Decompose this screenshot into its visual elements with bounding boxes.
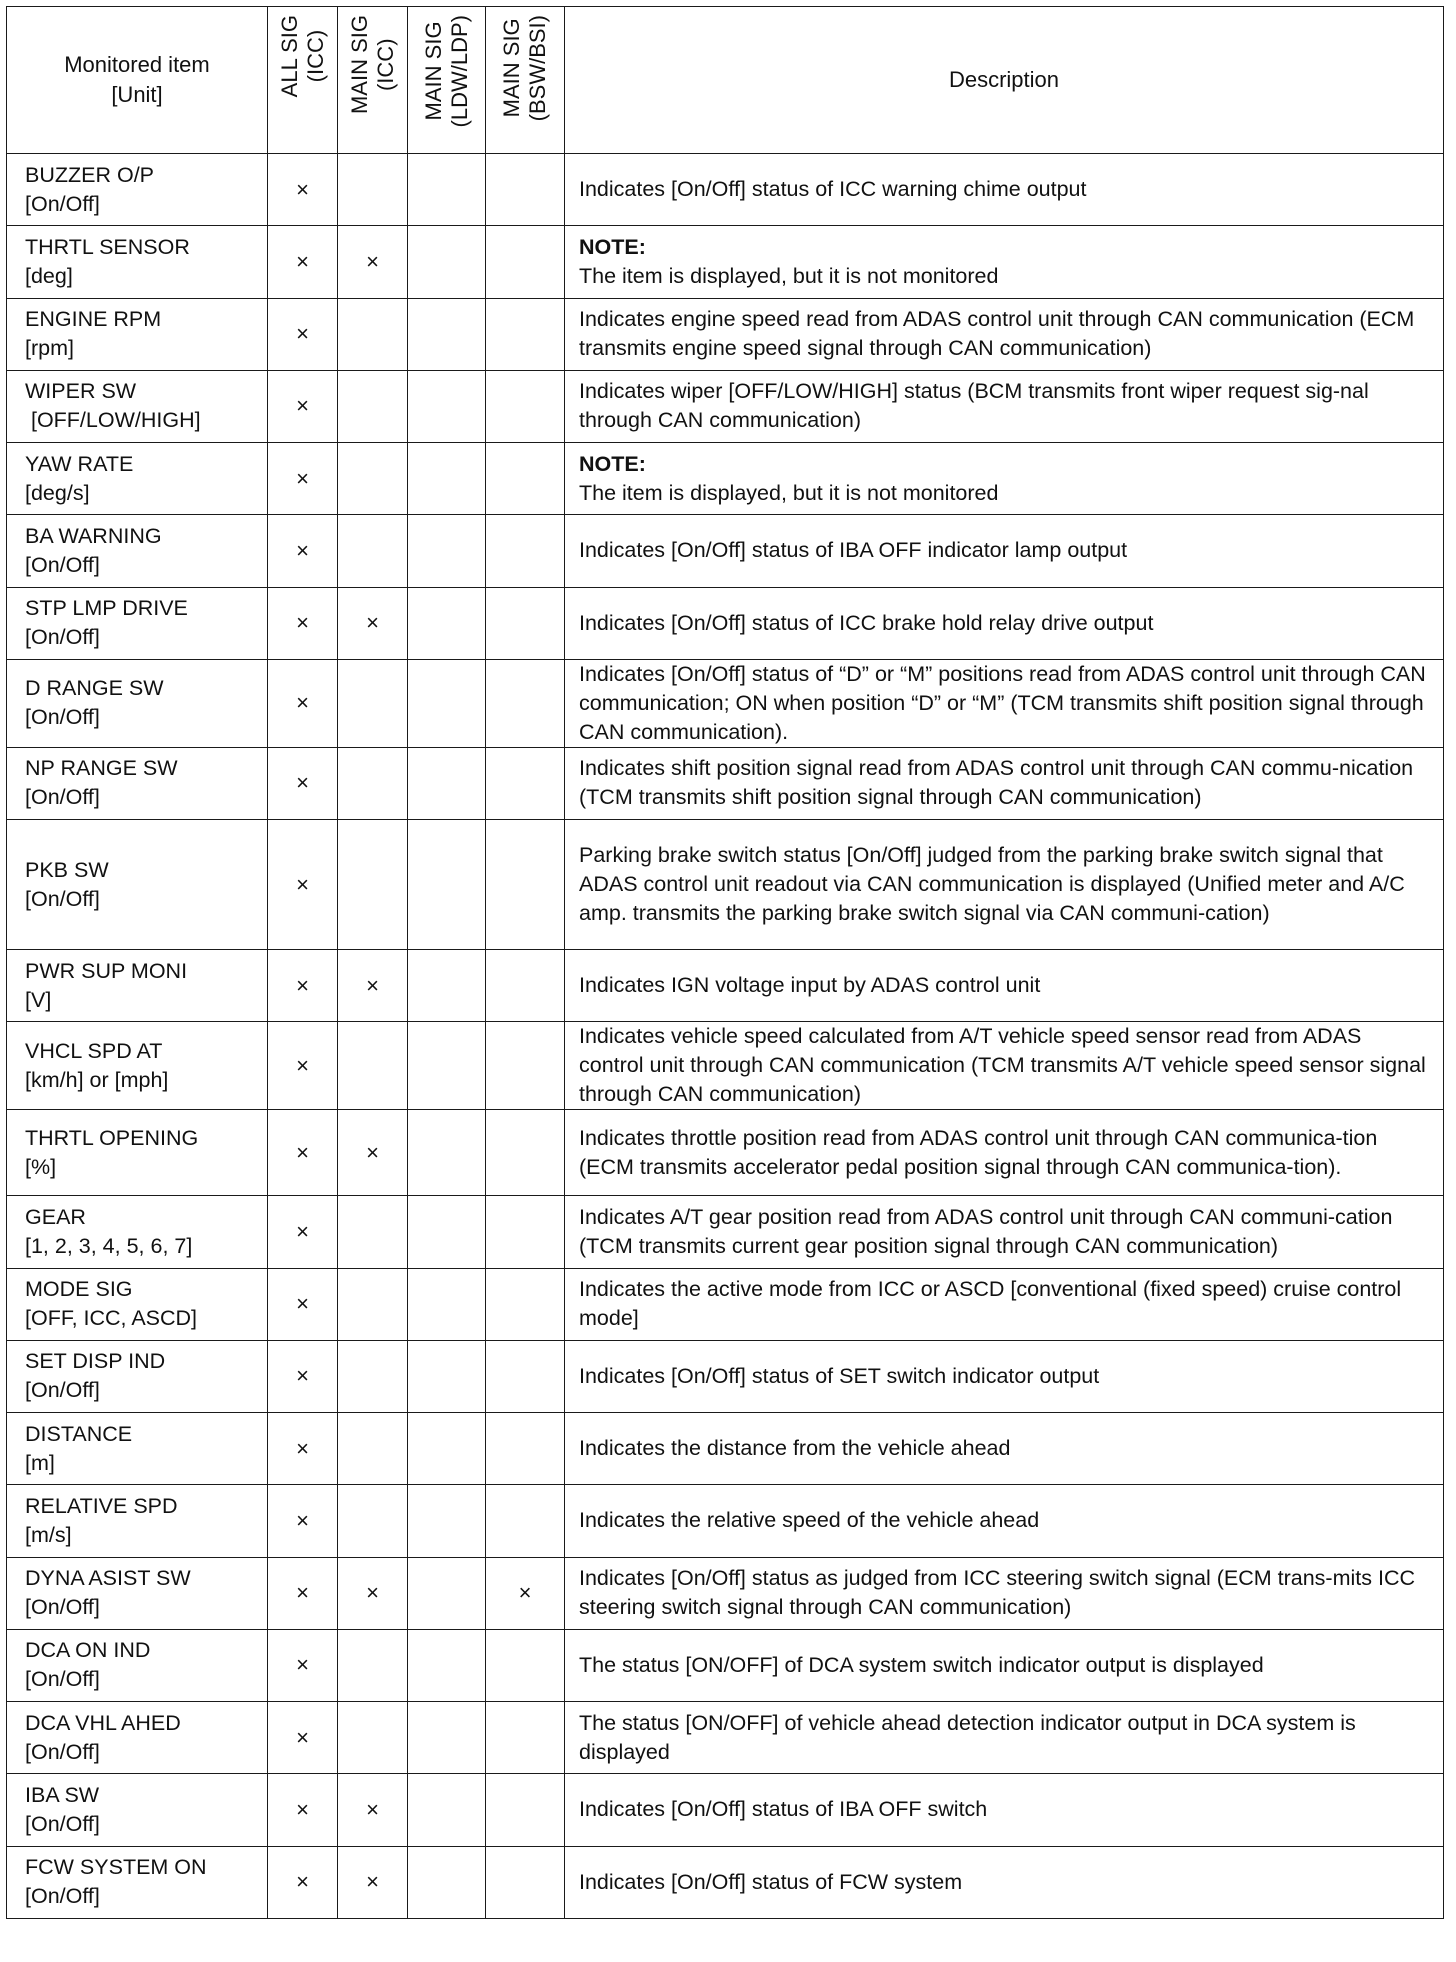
- signal-mark-col4: [486, 1340, 565, 1412]
- signal-mark-col4: ×: [486, 1557, 565, 1629]
- table-row: [7, 1846, 1444, 1918]
- description-cell: [565, 1485, 1444, 1557]
- header-col2-line2: (ICC): [372, 38, 398, 91]
- description-cell: [565, 950, 1444, 1022]
- monitored-item-cell: [7, 1268, 268, 1340]
- table-row: [7, 443, 1444, 515]
- signal-mark-col4: [486, 1702, 565, 1774]
- signal-mark-col4: [486, 747, 565, 819]
- monitored-item-cell: [7, 1110, 268, 1196]
- table-row: [7, 1022, 1444, 1110]
- signal-mark-col2: [338, 443, 408, 515]
- description-cell: [565, 370, 1444, 442]
- signal-mark-col2: [338, 659, 408, 747]
- signal-mark-col4: [486, 1629, 565, 1701]
- signal-mark-col1: ×: [268, 1629, 338, 1701]
- description-cell: [565, 1629, 1444, 1701]
- monitored-item-cell: [7, 1022, 268, 1110]
- signal-mark-col1: ×: [268, 747, 338, 819]
- signal-mark-col3: [408, 1413, 486, 1485]
- monitored-item-cell: [7, 1413, 268, 1485]
- monitored-item-cell: [7, 154, 268, 226]
- description-text: Indicates [On/Off] status of ICC warning chime output: [579, 177, 1087, 202]
- signal-mark-col3: [408, 820, 486, 950]
- signal-mark-col4: [486, 1485, 565, 1557]
- description-cell: [565, 1413, 1444, 1485]
- signal-mark-col1: ×: [268, 515, 338, 587]
- header-main-sig-bsw-bsi: [486, 7, 565, 154]
- item-unit: [On/Off]: [25, 1811, 100, 1836]
- item-name: GEAR: [25, 1204, 86, 1229]
- description-cell: [565, 820, 1444, 950]
- monitored-item-cell: [7, 950, 268, 1022]
- monitored-item-cell: [7, 443, 268, 515]
- item-name: VHCL SPD AT: [25, 1038, 163, 1063]
- description-text: The status [ON/OFF] of vehicle ahead detection indicator output in DCA system is displayed: [579, 1710, 1356, 1764]
- signal-mark-col4: [486, 443, 565, 515]
- header-col1-line2: (ICC): [302, 29, 328, 83]
- description-text: Indicates [On/Off] status of “D” or “M” positions read from ADAS control unit through CAN communication; ON when position “D” or “M” (TCM transmits shift position signal through CAN communication).: [579, 661, 1426, 744]
- signal-mark-col3: [408, 1268, 486, 1340]
- description-cell: [565, 443, 1444, 515]
- signal-mark-col2: ×: [338, 1774, 408, 1846]
- item-unit: [On/Off]: [25, 785, 100, 810]
- signal-mark-col2: [338, 1340, 408, 1412]
- description-cell: [565, 587, 1444, 659]
- signal-mark-col1: ×: [268, 443, 338, 515]
- description-cell: [565, 298, 1444, 370]
- description-text: Indicates [On/Off] status of ICC brake hold relay drive output: [579, 610, 1154, 635]
- signal-mark-col2: [338, 747, 408, 819]
- signal-mark-col4: [486, 659, 565, 747]
- signal-mark-col1: ×: [268, 226, 338, 298]
- description-cell: [565, 1268, 1444, 1340]
- description-text: Indicates [On/Off] status of FCW system: [579, 1869, 963, 1894]
- item-unit: [rpm]: [25, 336, 74, 361]
- signal-mark-col3: [408, 1340, 486, 1412]
- description-cell: [565, 1196, 1444, 1268]
- description-cell: [565, 747, 1444, 819]
- header-main-sig-ldw-ldp: [408, 7, 486, 154]
- signal-mark-col3: [408, 1022, 486, 1110]
- table-row: [7, 1110, 1444, 1196]
- signal-mark-col4: [486, 226, 565, 298]
- description-cell: [565, 1110, 1444, 1196]
- signal-mark-col1: ×: [268, 1196, 338, 1268]
- description-cell: [565, 515, 1444, 587]
- table-row: [7, 1774, 1444, 1846]
- signal-mark-col2: ×: [338, 1110, 408, 1196]
- signal-mark-col3: [408, 950, 486, 1022]
- item-name: THRTL SENSOR: [25, 234, 190, 259]
- item-name: SET DISP IND: [25, 1349, 166, 1374]
- signal-mark-col4: [486, 950, 565, 1022]
- signal-mark-col3: [408, 298, 486, 370]
- monitored-item-cell: [7, 1196, 268, 1268]
- item-name: DCA VHL AHED: [25, 1710, 181, 1735]
- signal-mark-col4: [486, 1413, 565, 1485]
- monitored-item-cell: [7, 747, 268, 819]
- table-row: [7, 659, 1444, 747]
- signal-mark-col3: [408, 1110, 486, 1196]
- header-col3-line2: (LDW/LDP): [446, 15, 472, 128]
- table-header-row: [7, 7, 1444, 154]
- signal-mark-col2: [338, 1268, 408, 1340]
- description-cell: [565, 1846, 1444, 1918]
- item-name: STP LMP DRIVE: [25, 596, 188, 621]
- table-row: [7, 1340, 1444, 1412]
- table-row: [7, 1268, 1444, 1340]
- description-text: The item is displayed, but it is not monitored: [579, 263, 999, 288]
- table-row: [7, 820, 1444, 950]
- monitored-item-cell: [7, 820, 268, 950]
- item-unit: [V]: [25, 987, 52, 1012]
- signal-mark-col2: [338, 370, 408, 442]
- item-name: WIPER SW: [25, 379, 137, 404]
- item-name: ENGINE RPM: [25, 307, 162, 332]
- description-text: Indicates IGN voltage input by ADAS control unit: [579, 973, 1041, 998]
- item-unit: [1, 2, 3, 4, 5, 6, 7]: [25, 1233, 193, 1258]
- header-item-label: Monitored item: [64, 52, 210, 77]
- signal-mark-col3: [408, 1702, 486, 1774]
- signal-mark-col3: [408, 226, 486, 298]
- signal-mark-col3: [408, 1196, 486, 1268]
- description-text: Indicates engine speed read from ADAS control unit through CAN communication (ECM transmits engine speed signal through CAN communication): [579, 307, 1415, 361]
- signal-mark-col2: [338, 1629, 408, 1701]
- description-text: The item is displayed, but it is not monitored: [579, 480, 999, 505]
- table-row: [7, 1629, 1444, 1701]
- signal-mark-col3: [408, 370, 486, 442]
- monitored-item-cell: [7, 1485, 268, 1557]
- signal-mark-col2: ×: [338, 950, 408, 1022]
- note-label: NOTE:: [579, 234, 646, 259]
- signal-mark-col2: [338, 1022, 408, 1110]
- item-unit: [On/Off]: [25, 1667, 100, 1692]
- header-unit-label: [Unit]: [111, 82, 163, 107]
- item-name: RELATIVE SPD: [25, 1493, 178, 1518]
- signal-mark-col2: [338, 1702, 408, 1774]
- signal-mark-col4: [486, 1022, 565, 1110]
- monitored-item-cell: [7, 1774, 268, 1846]
- note-label: NOTE:: [579, 451, 646, 476]
- signal-mark-col1: ×: [268, 950, 338, 1022]
- item-unit: [OFF, ICC, ASCD]: [25, 1306, 198, 1331]
- item-unit: [m/s]: [25, 1522, 72, 1547]
- signal-mark-col4: [486, 1196, 565, 1268]
- monitored-item-cell: [7, 298, 268, 370]
- signal-mark-col3: [408, 443, 486, 515]
- signal-mark-col3: [408, 747, 486, 819]
- item-name: YAW RATE: [25, 451, 134, 476]
- item-unit: [On/Off]: [25, 886, 100, 911]
- signal-mark-col2: ×: [338, 226, 408, 298]
- item-name: THRTL OPENING: [25, 1125, 199, 1150]
- signal-mark-col4: [486, 1110, 565, 1196]
- table-row: [7, 1702, 1444, 1774]
- signal-mark-col2: [338, 1196, 408, 1268]
- item-unit: [km/h] or [mph]: [25, 1067, 169, 1092]
- item-name: PWR SUP MONI: [25, 958, 188, 983]
- description-text: Indicates the active mode from ICC or ASCD [conventional (fixed speed) cruise control mode]: [579, 1277, 1402, 1331]
- signal-mark-col4: [486, 1774, 565, 1846]
- header-main-sig-icc: [338, 7, 408, 154]
- signal-mark-col3: [408, 1557, 486, 1629]
- description-cell: [565, 1022, 1444, 1110]
- item-name: BUZZER O/P: [25, 162, 155, 187]
- description-text: Indicates [On/Off] status as judged from ICC steering switch signal (ECM trans-mits ICC steering switch signal through CAN communication): [579, 1566, 1416, 1620]
- item-name: BA WARNING: [25, 523, 162, 548]
- header-col4-line2: (BSW/BSI): [525, 15, 550, 122]
- table-row: [7, 1485, 1444, 1557]
- item-unit: [On/Off]: [25, 1739, 100, 1764]
- item-name: NP RANGE SW: [25, 756, 178, 781]
- signal-mark-col1: ×: [268, 1022, 338, 1110]
- header-col4-line1: MAIN SIG: [499, 18, 524, 118]
- table-row: [7, 515, 1444, 587]
- signal-mark-col1: ×: [268, 820, 338, 950]
- table-row: [7, 370, 1444, 442]
- description-cell: [565, 226, 1444, 298]
- description-text: The status [ON/OFF] of DCA system switch indicator output is displayed: [579, 1652, 1264, 1677]
- description-text: Indicates wiper [OFF/LOW/HIGH] status (BCM transmits front wiper request sig-nal through CAN communication): [579, 379, 1369, 433]
- description-cell: [565, 1774, 1444, 1846]
- header-col3-line1: MAIN SIG: [420, 21, 446, 121]
- monitored-item-cell: [7, 226, 268, 298]
- monitored-item-cell: [7, 1702, 268, 1774]
- item-name: IBA SW: [25, 1782, 100, 1807]
- signal-mark-col3: [408, 154, 486, 226]
- description-text: Indicates [On/Off] status of IBA OFF switch: [579, 1797, 988, 1822]
- signal-mark-col3: [408, 1846, 486, 1918]
- signal-mark-col1: ×: [268, 1413, 338, 1485]
- signal-mark-col1: ×: [268, 1110, 338, 1196]
- table-row: [7, 298, 1444, 370]
- signal-mark-col1: ×: [268, 1846, 338, 1918]
- item-unit: [m]: [25, 1450, 55, 1475]
- table-row: [7, 154, 1444, 226]
- monitored-item-cell: [7, 1557, 268, 1629]
- description-cell: [565, 1702, 1444, 1774]
- signal-mark-col1: ×: [268, 587, 338, 659]
- monitored-item-cell: [7, 1340, 268, 1412]
- table-row: [7, 1557, 1444, 1629]
- signal-mark-col3: [408, 1774, 486, 1846]
- description-text: Indicates A/T gear position read from ADAS control unit through CAN communi-cation (TCM transmits current gear position signal through CAN communication): [579, 1204, 1393, 1258]
- signal-mark-col1: ×: [268, 1774, 338, 1846]
- description-cell: [565, 154, 1444, 226]
- signal-mark-col1: ×: [268, 1340, 338, 1412]
- monitored-item-cell: [7, 659, 268, 747]
- monitored-item-cell: [7, 1846, 268, 1918]
- monitored-item-cell: [7, 1629, 268, 1701]
- description-text: Parking brake switch status [On/Off] judged from the parking brake switch signal that ADAS control unit readout via CAN communication is displayed (Unified meter and A/C amp. transmits the parking brake switch signal via CAN communi-cation): [579, 843, 1405, 925]
- signal-mark-col2: [338, 298, 408, 370]
- description-text: Indicates the distance from the vehicle ahead: [579, 1436, 1011, 1461]
- item-unit: [deg/s]: [25, 480, 90, 505]
- table-row: [7, 747, 1444, 819]
- description-text: Indicates shift position signal read from ADAS control unit through CAN commu-nication (TCM transmits shift position signal through CAN communication): [579, 756, 1414, 810]
- item-unit: [OFF/LOW/HIGH]: [25, 408, 201, 433]
- signal-mark-col4: [486, 1846, 565, 1918]
- signal-mark-col2: [338, 1485, 408, 1557]
- item-name: DISTANCE: [25, 1421, 133, 1446]
- signal-mark-col1: ×: [268, 1485, 338, 1557]
- monitored-item-cell: [7, 587, 268, 659]
- signal-mark-col4: [486, 820, 565, 950]
- signal-mark-col2: ×: [338, 1846, 408, 1918]
- header-col1-line1: ALL SIG: [276, 15, 302, 98]
- signal-mark-col2: [338, 154, 408, 226]
- item-name: MODE SIG: [25, 1277, 133, 1302]
- monitored-item-cell: [7, 370, 268, 442]
- description-text: Indicates [On/Off] status of SET switch indicator output: [579, 1363, 1100, 1388]
- signal-mark-col1: ×: [268, 298, 338, 370]
- header-monitored-item: [7, 7, 268, 154]
- table-row: [7, 1413, 1444, 1485]
- table-row: [7, 587, 1444, 659]
- signal-mark-col3: [408, 1629, 486, 1701]
- item-name: D RANGE SW: [25, 676, 164, 701]
- item-unit: [%]: [25, 1154, 57, 1179]
- header-col2-line1: MAIN SIG: [346, 15, 372, 115]
- monitored-item-cell: [7, 515, 268, 587]
- signal-mark-col4: [486, 587, 565, 659]
- signal-mark-col4: [486, 370, 565, 442]
- signal-mark-col2: [338, 820, 408, 950]
- item-unit: [On/Off]: [25, 705, 100, 730]
- header-description: Description: [565, 7, 1444, 154]
- item-name: PKB SW: [25, 857, 109, 882]
- item-unit: [On/Off]: [25, 552, 100, 577]
- signal-mark-col2: ×: [338, 1557, 408, 1629]
- signal-mark-col1: ×: [268, 154, 338, 226]
- description-cell: [565, 1340, 1444, 1412]
- description-text: Indicates vehicle speed calculated from A/T vehicle speed sensor read from ADAS control unit through CAN communication (TCM transmits A/T vehicle speed sensor signal through CAN communication): [579, 1024, 1426, 1107]
- description-text: Indicates [On/Off] status of IBA OFF indicator lamp output: [579, 538, 1128, 563]
- signal-mark-col1: ×: [268, 659, 338, 747]
- item-name: DCA ON IND: [25, 1638, 151, 1663]
- item-unit: [On/Off]: [25, 625, 100, 650]
- item-unit: [On/Off]: [25, 1378, 100, 1403]
- item-name: DYNA ASIST SW: [25, 1566, 191, 1591]
- item-name: FCW SYSTEM ON: [25, 1855, 207, 1880]
- signal-mark-col2: [338, 1413, 408, 1485]
- monitor-items-table: [6, 6, 1444, 1919]
- description-text: Indicates the relative speed of the vehicle ahead: [579, 1508, 1040, 1533]
- signal-mark-col1: ×: [268, 1702, 338, 1774]
- item-unit: [On/Off]: [25, 1884, 100, 1909]
- item-unit: [On/Off]: [25, 191, 100, 216]
- signal-mark-col4: [486, 154, 565, 226]
- signal-mark-col1: ×: [268, 1557, 338, 1629]
- signal-mark-col2: ×: [338, 587, 408, 659]
- signal-mark-col3: [408, 587, 486, 659]
- signal-mark-col1: ×: [268, 370, 338, 442]
- signal-mark-col3: [408, 659, 486, 747]
- item-unit: [deg]: [25, 263, 73, 288]
- header-all-sig-icc: [268, 7, 338, 154]
- table-row: [7, 1196, 1444, 1268]
- table-row: [7, 950, 1444, 1022]
- signal-mark-col3: [408, 1485, 486, 1557]
- description-cell: [565, 659, 1444, 747]
- description-cell: [565, 1557, 1444, 1629]
- item-unit: [On/Off]: [25, 1595, 100, 1620]
- signal-mark-col3: [408, 515, 486, 587]
- table-row: [7, 226, 1444, 298]
- signal-mark-col4: [486, 1268, 565, 1340]
- signal-mark-col2: [338, 515, 408, 587]
- signal-mark-col4: [486, 298, 565, 370]
- signal-mark-col1: ×: [268, 1268, 338, 1340]
- description-text: Indicates throttle position read from ADAS control unit through CAN communica-tion (ECM transmits accelerator pedal position signal through CAN communica-tion).: [579, 1125, 1378, 1179]
- signal-mark-col4: [486, 515, 565, 587]
